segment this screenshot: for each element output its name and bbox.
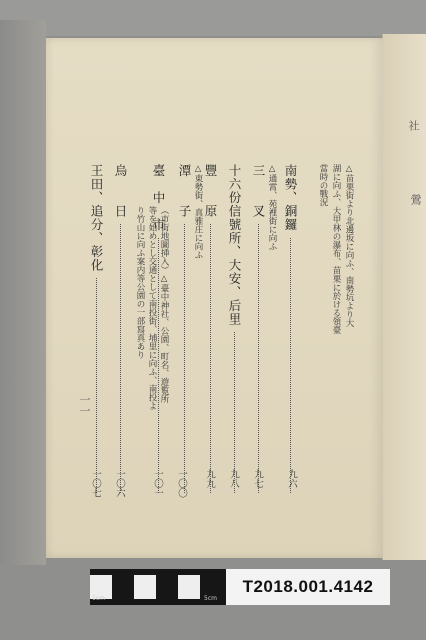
- toc-entry: [202, 164, 218, 499]
- entry-title: 臺 中 市: [151, 164, 166, 232]
- object-id-label: T2018.001.4142: [226, 569, 390, 605]
- scale-segment: [134, 575, 156, 599]
- back-page: [382, 34, 426, 560]
- dot-leader: [210, 224, 211, 493]
- entry-title: 十六份信號所、大安、后里: [227, 164, 242, 326]
- dot-leader: [184, 224, 185, 493]
- book-left-edge: [0, 20, 46, 565]
- entry-note: △苗栗街より北邊坂に向ふ、南勢坑より大湖に向ふ、大甲林の瀑布、苗栗に於ける領臺當時の戰況: [318, 164, 354, 334]
- dot-leader: [290, 238, 291, 494]
- entry-note: △通霄、苑裡街に向ふ: [267, 164, 277, 251]
- page-folio: 一一: [78, 394, 91, 416]
- dot-leader: [120, 224, 121, 493]
- toc-entry: [226, 164, 242, 499]
- entry-page: 一〇一: [152, 469, 163, 498]
- scale-label-1: 1cm: [92, 595, 105, 602]
- entry-page: 一〇七: [90, 469, 101, 498]
- scale-segment: [178, 575, 200, 599]
- background-top: [0, 0, 426, 36]
- scale-label-5: 5cm: [204, 595, 217, 602]
- toc-entry: [112, 164, 128, 499]
- document-page: [46, 38, 383, 558]
- toc-entry: [176, 164, 192, 499]
- entry-title: 南勢、銅鑼: [283, 164, 298, 232]
- entry-page: 九八: [228, 469, 239, 488]
- toc-entry: [250, 164, 266, 499]
- dot-leader: [258, 224, 259, 493]
- entry-note: △東勢街、真雅庄に向ふ: [193, 164, 203, 259]
- toc-entry: [88, 164, 104, 499]
- entry-page: 一〇六: [114, 469, 125, 498]
- entry-title: 烏 日: [113, 164, 128, 218]
- back-page-text-2: 鶯: [409, 194, 422, 205]
- toc-entry: [282, 164, 298, 499]
- entry-note: （市街地圖挿入）△臺中神社、公園、町名、遊覧所等を始めとし交通として南投街、埔里に向ふ、南投より竹山に向ふ案内等公園の一部寫真あり: [135, 206, 169, 410]
- entry-title: 潭 子: [177, 164, 192, 218]
- entry-title: 王田、追分、彰化: [89, 164, 104, 272]
- scale-bar: [90, 569, 226, 605]
- entry-page: 九九: [204, 469, 215, 488]
- back-page-text-1: 社: [407, 120, 420, 131]
- entry-page: 一〇〇: [176, 469, 187, 498]
- entry-page: 九七: [252, 469, 263, 488]
- entry-title: 豐 原: [203, 164, 218, 218]
- dot-leader: [96, 278, 97, 493]
- entry-page: 九六: [286, 469, 297, 488]
- entry-title: 三 叉: [251, 164, 266, 218]
